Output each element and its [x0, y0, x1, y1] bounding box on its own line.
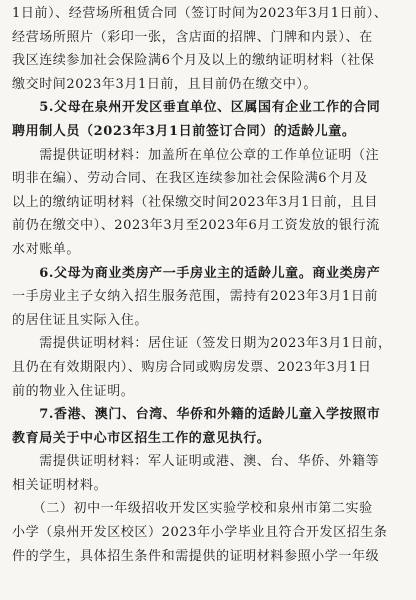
body-line: 水对账单。 — [12, 241, 81, 257]
body-line: 明非在编）、劳动合同、在我区连续参加社会保险满6个月及 — [12, 171, 368, 187]
body-line: 一手房业主子女纳入招生服务范围，需持有2023年3月1日前 — [12, 289, 379, 305]
heading-line: 5.父母在泉州开发区垂直单位、区属国有企业工作的合同 — [12, 100, 381, 116]
body-line: 前仍在缴交中）、2023年3月至2023年6月工资发放的银行流 — [12, 218, 380, 234]
body-line: 需提供证明材料：军人证明或港、澳、台、华侨、外籍等 — [12, 454, 380, 470]
body-line: 件的学生，具体招生条件和需提供的证明材料参照小学一年级 — [12, 548, 380, 564]
body-line: 我区连续参加社会保险满6个月及以上的缴纳证明材料（社保 — [12, 53, 375, 69]
heading-line: 聘用制人员（2023年3月1日前签订合同）的适龄儿童。 — [12, 123, 356, 139]
body-line: 需提供证明材料：居住证（签发日期为2023年3月1日前， — [12, 336, 392, 352]
body-line: 相关证明材料。 — [12, 477, 108, 493]
body-line: 以上的缴纳证明材料（社保缴交时间2023年3月1日前，且目 — [12, 194, 379, 210]
heading-line: 教育局关于中心市区招生工作的意见执行。 — [12, 430, 271, 446]
body-line: （二）初中一年级招收开发区实验学校和泉州市第二实验 — [12, 501, 373, 517]
body-line: 小学（泉州开发区校区）2023年小学毕业且符合开发区招生条 — [12, 525, 388, 541]
heading-line: 7.香港、澳门、台湾、华侨和外籍的适龄儿童入学按照市 — [12, 407, 381, 423]
body-line: 经营场所照片（彩印一张，含店面的招牌、门牌和内景）、在 — [12, 29, 373, 45]
body-line: 前的物业入住证明。 — [12, 383, 135, 399]
body-line: 且仍在有效期限内）、购房合同或购房发票、2023年3月1日 — [12, 359, 372, 375]
body-line: 缴交时间2023年3月1日前，且目前仍在缴交中）。 — [12, 76, 318, 92]
body-line: 需提供证明材料：加盖所在单位公章的工作单位证明（注 — [12, 147, 380, 163]
body-line: 1日前）、经营场所租赁合同（签订时间为2023年3月1日前）、 — [12, 6, 388, 21]
heading-line: 6.父母为商业类房产一手房业主的适龄儿童。商业类房产 — [12, 265, 381, 281]
body-line: 的居住证且实际入住。 — [12, 312, 149, 328]
